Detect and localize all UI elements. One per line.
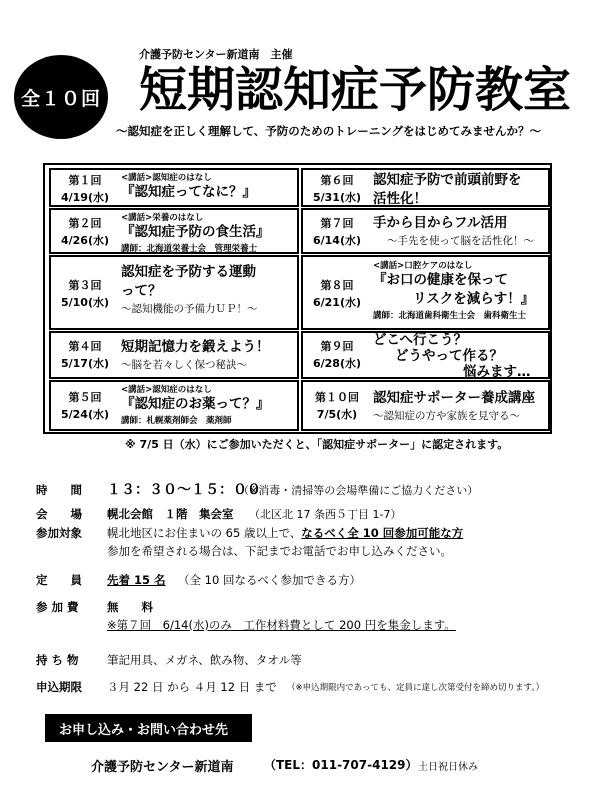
session-speaker: 講師：札幌薬剤師会 薬剤師 [121,416,232,426]
session-title: 認知症予防で前頭前野を [373,172,522,188]
session-cell-4 [49,331,299,379]
fee-note: ※第７回 6/14(水)のみ 工作材料費として 200 円を集金します。 [107,618,456,632]
session-speaker: 講師：北海道栄養士会 管理栄養士 [121,244,258,254]
session-cell-7 [301,208,550,254]
session-title: 手から目からフル活用 [373,215,508,231]
items-label: 持 ち 物 [36,653,79,667]
session-number: 第４回 5/17(水) [60,340,110,370]
schedule-table [43,163,552,434]
session-title: 『認知症ってなに？』 [121,184,256,200]
session-count-badge: 全１０回 [14,55,108,139]
deadline-note: （※申込期限内であっても、定員に達し次第受付を締め切ります。） [287,683,545,693]
session-category: <講話>栄養のはなし [121,213,204,223]
session-number: 第１０回 7/5(水) [315,391,359,421]
session-title-line2: どうやって作る？ [395,348,503,364]
session-cell-3 [49,255,299,330]
session-title-line3: 悩みます… [463,364,531,380]
session-category: <講話>認知症のはなし [121,173,212,183]
contact-header: お申し込み・お問い合わせ先 [45,714,252,742]
time-label: 時 間 [36,483,82,497]
venue-label: 会 場 [36,507,82,521]
session-title: 『認知症予防の食生活』 [121,224,270,240]
target-label: 参加対象 [36,526,82,540]
session-cell-6 [301,168,550,207]
session-title: 『認知症のお薬って？』 [121,396,270,412]
session-number: 第５回 5/24(水) [60,391,110,421]
session-number: 第２回 4/26(水) [60,217,110,247]
session-title: 短期記憶力を鍛えよう！ [121,339,270,355]
session-number: 第７回 6/14(水) [312,217,362,247]
session-title-line2: 活性化！ [373,191,427,207]
session-cell-8 [301,255,550,330]
session-category: <講話>認知症のはなし [121,385,212,395]
session-title: 認知症を予防する運動 [121,264,256,280]
session-subtitle: ～認知機能の予備力ＵＰ！～ [121,303,258,315]
host-organization: 介護予防センター新道南 主催 [139,48,293,61]
fee-label: 参 加 費 [36,600,79,614]
session-title: 認知症サポーター養成講座 [373,390,535,406]
contact-phone: （TEL：011-707-4129） [264,758,418,772]
table-note: ※ 7/5 日（水）にご参加いただくと、「認知症サポーター」に認定されます。 [125,438,509,451]
session-title: 『お口の健康を保って [373,272,508,288]
target-line1: 幌北地区にお住まいの 65 歳以上で、なるべく全 10 回参加可能な方 [107,526,464,540]
session-cell-10 [301,380,550,431]
session-number: 第６回 5/31(水) [312,174,362,204]
session-number: 第３回 5/10(水) [60,279,110,309]
target-line2: 参加を希望される場合は、下記までお電話でお申し込みください。 [107,544,452,558]
page-title: 短期認知症予防教室 [139,62,572,118]
time-value: １３：３０～１５：００ [107,482,261,498]
session-number: 第９回 6/28(水) [312,340,362,370]
session-title-line2: リスクを減らす！』 [413,291,535,307]
session-subtitle: ～認知症の方や家族を見守る～ [373,410,520,422]
capacity-value: 先着 15 名 [107,573,166,587]
venue-address: （北区北 17 条西５丁目 1-7） [249,508,402,521]
session-number: 第８回 6/21(水) [312,279,362,309]
session-cell-5 [49,380,299,431]
session-speaker: 講師：北海道歯科衛生士会 歯科衛生士 [373,311,527,321]
venue-value: 幌北会館 １階 集会室 [107,507,234,521]
capacity-note: （全 10 回なるべく参加できる方） [178,573,361,587]
session-subtitle: ～脳を若々しく保つ秘訣～ [121,359,247,371]
session-title-line2: って？ [121,283,162,299]
session-number: 第１回 4/19(水) [60,174,110,204]
items-value: 筆記用具、メガネ、飲み物、タオル等 [107,653,302,667]
contact-organization: 介護予防センター新道南 [91,760,234,775]
page-subtitle: ～認知症を正しく理解して、予防のためのトレーニングをはじめてみませんか？～ [116,124,542,138]
capacity-label: 定 員 [36,573,82,587]
contact-closed-days: 土日祝日休み [418,762,478,773]
session-title: どこへ行こう？ [373,332,467,348]
session-subtitle: ～手先を使って脳を活性化！～ [387,235,534,247]
time-note: （※消毒・清掃等の会場準備にご協力ください） [238,484,479,497]
fee-value: 無 料 [107,600,153,614]
deadline-value: ３月 22 日 から ４月 12 日 まで [107,680,277,694]
session-category: <講話>口腔ケアのはなし [373,261,473,271]
session-cell-2 [49,208,299,254]
target-emphasis: なるべく全 10 回参加可能な方 [301,526,464,540]
session-cell-1 [49,168,299,207]
deadline-label: 申込期限 [36,680,82,694]
session-cell-9 [301,331,550,379]
